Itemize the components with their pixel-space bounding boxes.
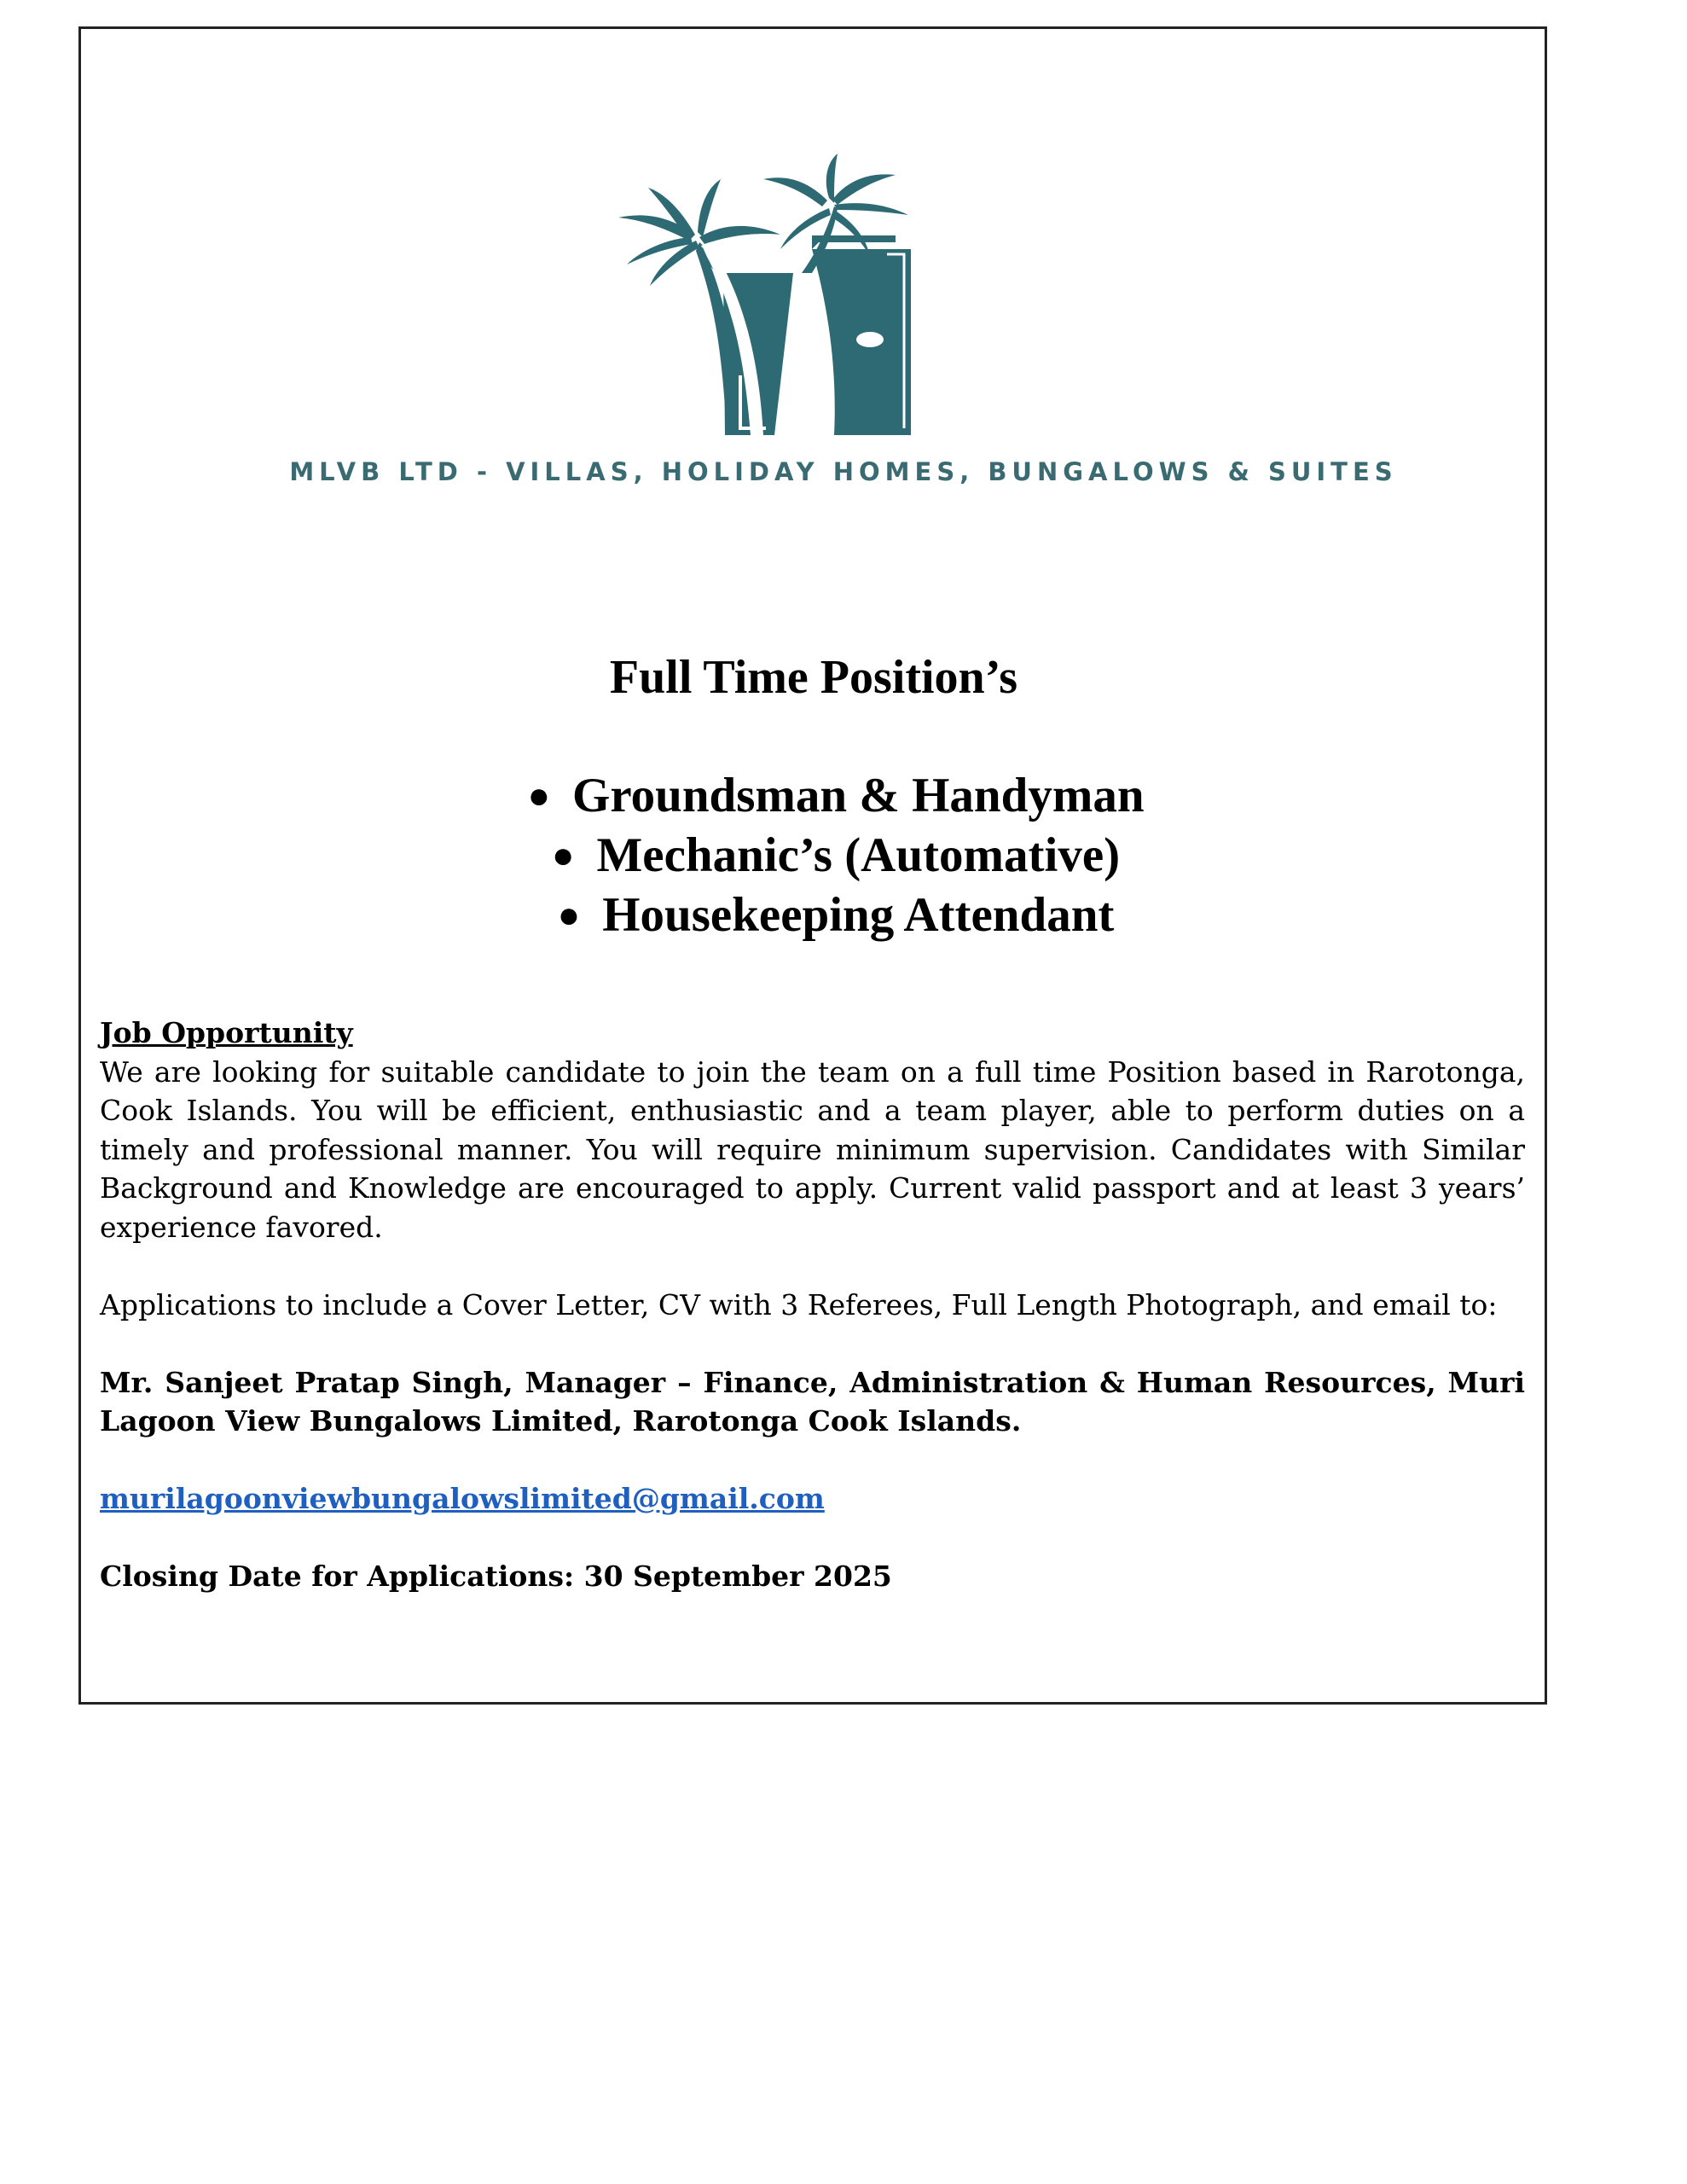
contact-details: Mr. Sanjeet Pratap Singh, Manager – Finance, Administration & Human Resources, Muri Lagoon View Bungalows Limited, Rarotonga Cook Islands. xyxy=(100,1365,1525,1438)
list-item: ● Groundsman & Handyman xyxy=(0,766,1672,826)
spacer xyxy=(100,1441,1525,1480)
bullet-icon: ● xyxy=(557,894,581,936)
company-tagline: MLVB LTD - VILLAS, HOLIDAY HOMES, BUNGALOWS & SUITES xyxy=(289,457,1398,486)
section-title: Job Opportunity xyxy=(100,1016,353,1049)
job-details xyxy=(100,1014,1525,1596)
list-item: ● Housekeeping Attendant xyxy=(0,886,1672,945)
page-title: Full Time Position’s xyxy=(609,651,1018,704)
positions-list xyxy=(0,766,1672,945)
spacer xyxy=(100,1246,1525,1286)
company-logo xyxy=(614,154,972,444)
closing-date: Closing Date for Applications: 30 September 2025 xyxy=(100,1560,892,1593)
list-item: ● Mechanic’s (Automative) xyxy=(0,826,1672,886)
email-link[interactable]: murilagoonviewbungalowslimited@gmail.com xyxy=(100,1482,825,1515)
spacer xyxy=(100,1324,1525,1363)
spacer xyxy=(100,1519,1525,1558)
application-instructions: Applications to include a Cover Letter, CV with 3 Referees, Full Length Photograph, and email to: xyxy=(100,1287,1498,1321)
job-description: We are looking for suitable candidate to join the team on a full time Position based in Rarotonga, Cook Islands. You will be efficient, enthusiastic and a team player, able to perform duties on a timely and professional manner. You will require minimum supervision. Candidates with Similar Background and Knowledge are encouraged to apply. Current valid passport and at least 3 years’ experience favored. xyxy=(100,1054,1525,1244)
bullet-icon: ● xyxy=(527,775,551,816)
palm-trees-door-icon xyxy=(614,154,972,444)
bullet-icon: ● xyxy=(551,834,575,876)
